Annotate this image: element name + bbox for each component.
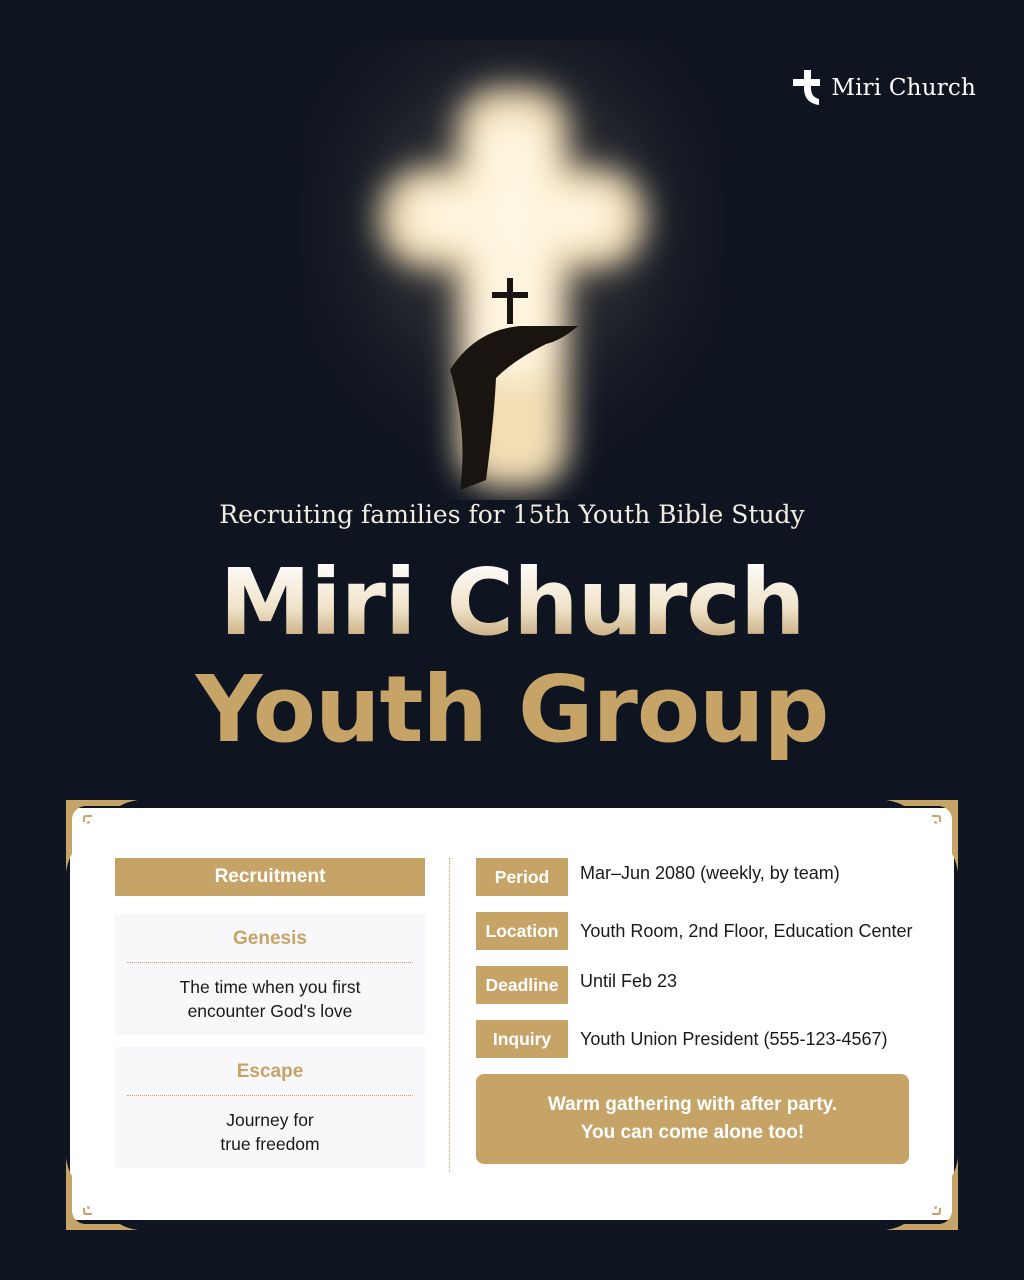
dotted-divider xyxy=(127,1095,413,1096)
detail-value: Mar–Jun 2080 (weekly, by team) xyxy=(580,863,840,883)
program-card-escape xyxy=(115,1047,425,1168)
program-name: Escape xyxy=(236,1061,304,1082)
detail-value: Until Feb 23 xyxy=(580,971,678,991)
detail-value: Youth Room, 2nd Floor, Education Center xyxy=(580,921,913,941)
dotted-divider xyxy=(127,962,413,963)
banner-line-1: Warm gathering with after party. xyxy=(547,1094,838,1115)
gathering-banner xyxy=(476,1074,909,1164)
program-name: Genesis xyxy=(233,928,307,949)
detail-value: Youth Union President (555-123-4567) xyxy=(580,1029,888,1049)
column-divider xyxy=(449,858,450,1172)
detail-row-period xyxy=(476,858,926,896)
detail-label: Inquiry xyxy=(476,1020,568,1058)
title-youth-group: Youth Group xyxy=(195,656,829,763)
brand-logo xyxy=(793,70,976,106)
glowing-cross-icon xyxy=(300,40,724,500)
cross-logo-icon xyxy=(793,70,823,106)
subtitle: Recruiting families for 15th Youth Bible Study xyxy=(219,500,805,529)
corner-ornament-icon xyxy=(886,800,958,872)
corner-ornament-icon xyxy=(66,800,138,872)
detail-label: Period xyxy=(476,858,568,896)
banner-line-2: You can come alone too! xyxy=(580,1122,805,1143)
recruitment-panel xyxy=(115,858,425,1168)
info-card xyxy=(70,808,954,1220)
detail-row-location xyxy=(476,912,926,950)
detail-label: Location xyxy=(476,912,568,950)
recruitment-heading: Recruitment xyxy=(115,858,425,896)
detail-row-deadline xyxy=(476,966,926,1004)
title-church-name: Miri Church xyxy=(0,548,1024,658)
program-description: The time when you first encounter God's love xyxy=(179,977,361,1021)
details-panel xyxy=(476,858,926,1164)
program-description: Journey for true freedom xyxy=(220,1110,320,1154)
detail-label: Deadline xyxy=(476,966,568,1004)
brand-name: Miri Church xyxy=(831,75,976,101)
corner-ornament-icon xyxy=(886,1158,958,1230)
corner-ornament-icon xyxy=(66,1158,138,1230)
program-card-genesis xyxy=(115,914,425,1035)
detail-row-inquiry xyxy=(476,1020,926,1058)
